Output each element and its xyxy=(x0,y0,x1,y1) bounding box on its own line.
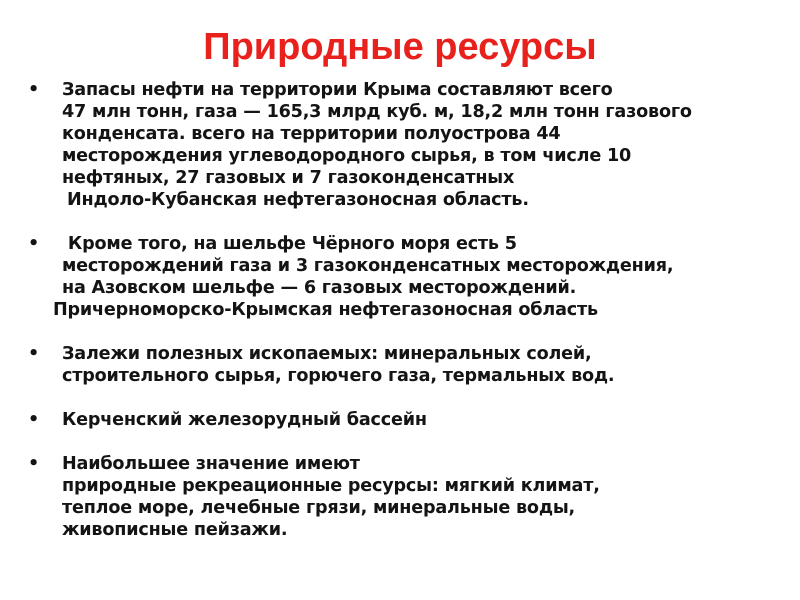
bullet-text-line: месторождения углеводородного сырья, в том числе 10 xyxy=(62,146,632,166)
bullet-text-line: на Азовском шельфе — 6 газовых месторождений. xyxy=(62,278,577,298)
bullet-text-line: месторождений газа и 3 газоконденсатных месторождения, xyxy=(62,256,674,276)
slide-content xyxy=(28,79,778,541)
region-note-indolo-kuban: Индоло-Кубанская нефтегазоносная область. xyxy=(67,190,529,210)
bullet-text-line: строительного сырья, горючего газа, термальных вод. xyxy=(62,366,615,386)
bullet-text-line: 47 млн тонн, газа — 165,3 млрд куб. м, 18,2 млн тонн газового xyxy=(62,102,692,122)
bullet-text-line: нефтяных, 27 газовых и 7 газоконденсатных xyxy=(62,168,515,188)
bullet-marker: • xyxy=(28,234,40,254)
bullet-marker: • xyxy=(28,80,40,100)
bullet-item-mineral-deposits xyxy=(28,343,778,387)
bullet-text-line: теплое море, лечебные грязи, минеральные воды, xyxy=(62,498,576,518)
slide-title: Природные ресурсы xyxy=(203,26,597,68)
bullet-marker: • xyxy=(28,410,40,430)
bullet-text-line: живописные пейзажи. xyxy=(62,520,288,540)
bullet-marker: • xyxy=(28,344,40,364)
bullet-item-kerch-iron-basin xyxy=(28,409,778,431)
bullet-item-black-sea-shelf xyxy=(28,233,778,299)
bullet-text-line: конденсата. всего на территории полуострова 44 xyxy=(62,124,561,144)
bullet-text-line: Наибольшее значение имеют xyxy=(62,454,360,474)
bullet-text-line: Керченский железорудный бассейн xyxy=(62,410,427,430)
bullet-marker: • xyxy=(28,454,40,474)
bullet-text-line: Залежи полезных ископаемых: минеральных солей, xyxy=(62,344,592,364)
region-note-black-sea-crimea: Причерноморско-Крымская нефтегазоносная область xyxy=(53,300,598,320)
bullet-item-recreational-resources xyxy=(28,453,778,541)
bullet-text-line: природные рекреационные ресурсы: мягкий климат, xyxy=(62,476,600,496)
bullet-text-line: Кроме того, на шельфе Чёрного моря есть 5 xyxy=(62,234,517,254)
bullet-text-line: Запасы нефти на территории Крыма составляют всего xyxy=(62,80,613,100)
bullet-item-oil-gas-reserves xyxy=(28,79,778,189)
